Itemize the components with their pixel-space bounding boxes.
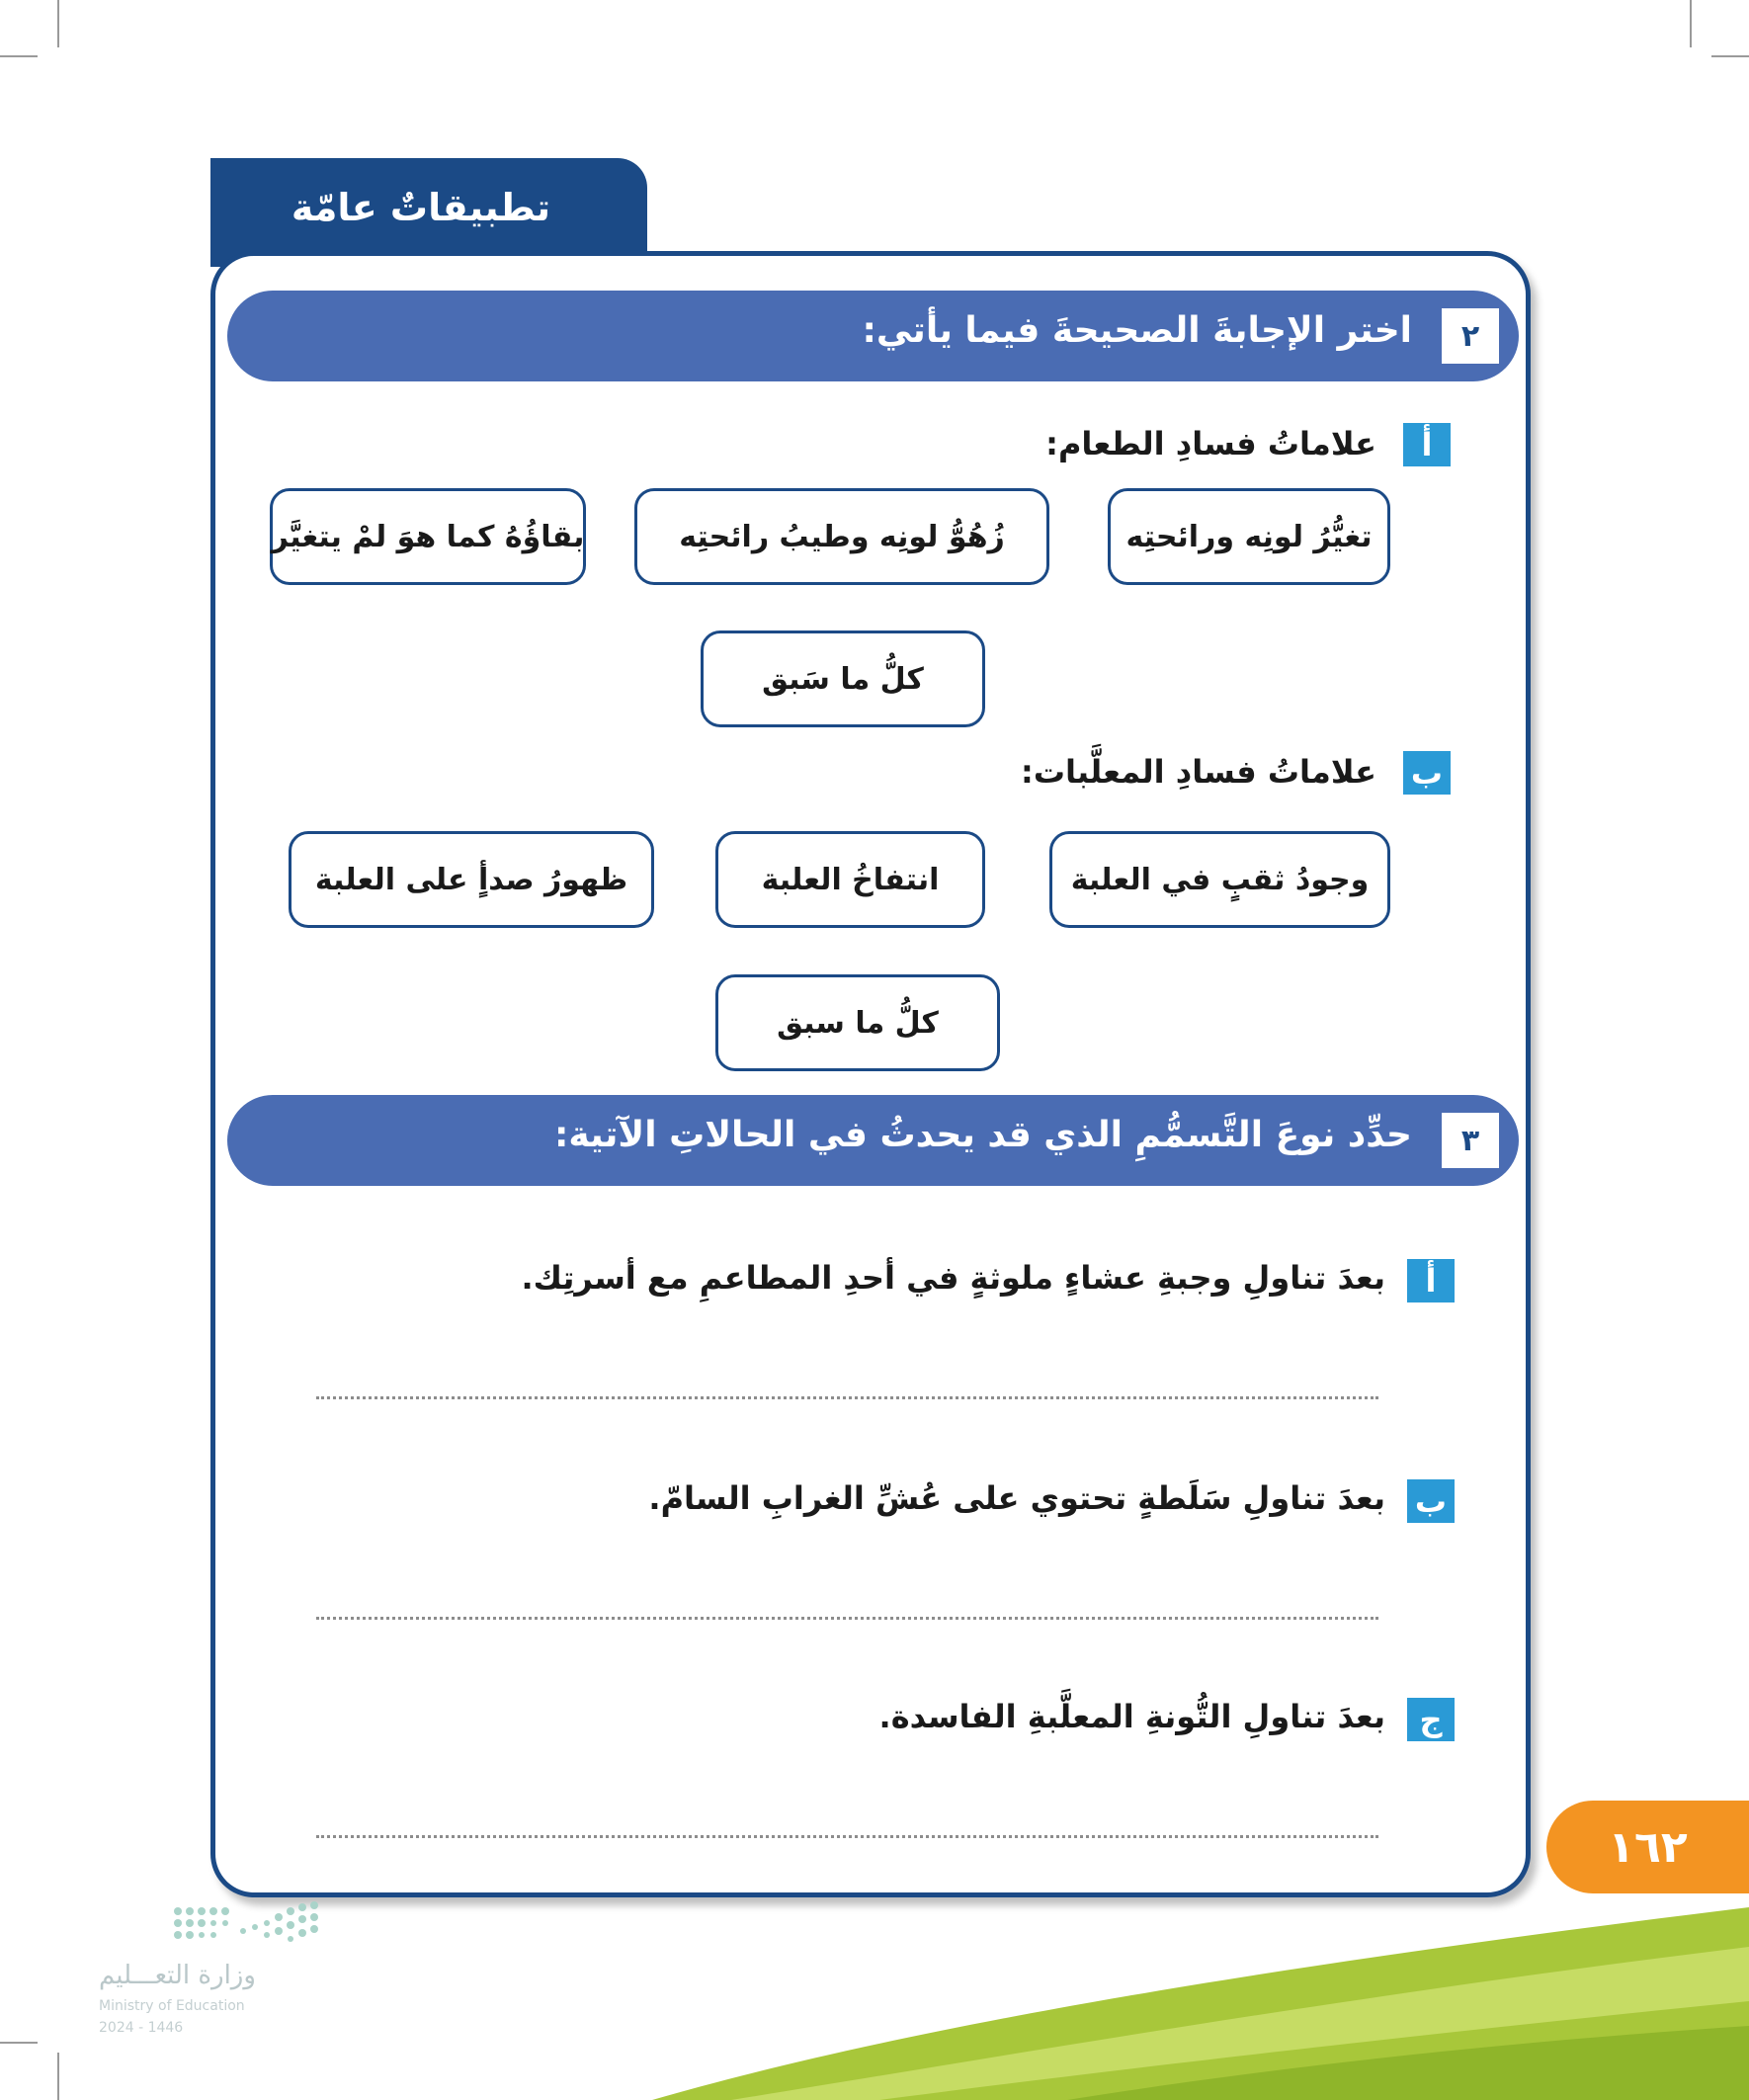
answer-option[interactable]: تغيُّرُ لونِه ورائحتِه (1108, 488, 1390, 585)
part-prompt: علاماتُ فسادِ الطعام: (1045, 425, 1376, 462)
answer-option[interactable]: كلُّ ما سبق (715, 974, 1000, 1071)
page-number: ١٦٢ (1546, 1801, 1749, 1893)
ministry-year: 2024 - 1446 (99, 2020, 184, 2036)
answer-option[interactable]: ظهورُ صدأٍ على العلبة (289, 831, 654, 928)
answer-line[interactable] (316, 1617, 1378, 1620)
section-title: تطبيقاتٌ عامّة (291, 186, 550, 229)
answer-option[interactable]: كلُّ ما سَبق (701, 630, 985, 727)
crop-mark (1711, 55, 1749, 57)
ministry-name-ar: وزارة التعـــليم (99, 1961, 256, 1990)
answer-line[interactable] (316, 1835, 1378, 1838)
crop-mark (1690, 0, 1692, 47)
answer-option[interactable]: زُهُوُّ لونِه وطيبُ رائحتِه (634, 488, 1049, 585)
answer-option[interactable]: انتفاخُ العلبة (715, 831, 985, 928)
question-instruction: اختر الإجابةَ الصحيحةَ فيما يأتي: (862, 310, 1412, 351)
part-letter: أ (1403, 423, 1451, 466)
question-instruction: حدِّد نوعَ التَّسمُّمِ الذي قد يحدثُ في الحالاتِ الآتية: (553, 1115, 1412, 1155)
question-3-banner (227, 1095, 1519, 1186)
item-text: بعدَ تناولِ سَلَطةٍ تحتوي على عُشِّ الغرابِ السامّ. (648, 1479, 1385, 1517)
ministry-logo (95, 1897, 332, 2036)
question-number: ٣ (1442, 1113, 1499, 1168)
question-number: ٢ (1442, 308, 1499, 364)
crop-mark (57, 2053, 59, 2100)
green-swoosh-decoration (652, 1907, 1749, 2100)
part-letter: ب (1403, 751, 1451, 795)
item-text: بعدَ تناولِ وجبةِ عشاءٍ ملوثةٍ في أحدِ المطاعمِ مع أسرتِك. (521, 1259, 1385, 1297)
ministry-dots-icon (95, 1897, 332, 1957)
item-letter: ج (1407, 1698, 1455, 1741)
item-letter: أ (1407, 1259, 1455, 1302)
part-prompt: علاماتُ فسادِ المعلَّبات: (1021, 753, 1376, 791)
answer-option[interactable]: وجودُ ثقبٍ في العلبة (1049, 831, 1390, 928)
answer-option[interactable]: بقاؤُهُ كما هوَ لمْ يتغيَّر (270, 488, 586, 585)
item-letter: ب (1407, 1479, 1455, 1523)
question-2-banner (227, 291, 1519, 381)
answer-line[interactable] (316, 1396, 1378, 1399)
item-text: بعدَ تناولِ التُّونةِ المعلَّبةِ الفاسدة. (878, 1698, 1385, 1735)
crop-mark (0, 55, 38, 57)
crop-mark (57, 0, 59, 47)
ministry-name-en: Ministry of Education (99, 1998, 245, 2014)
crop-mark (0, 2042, 38, 2044)
